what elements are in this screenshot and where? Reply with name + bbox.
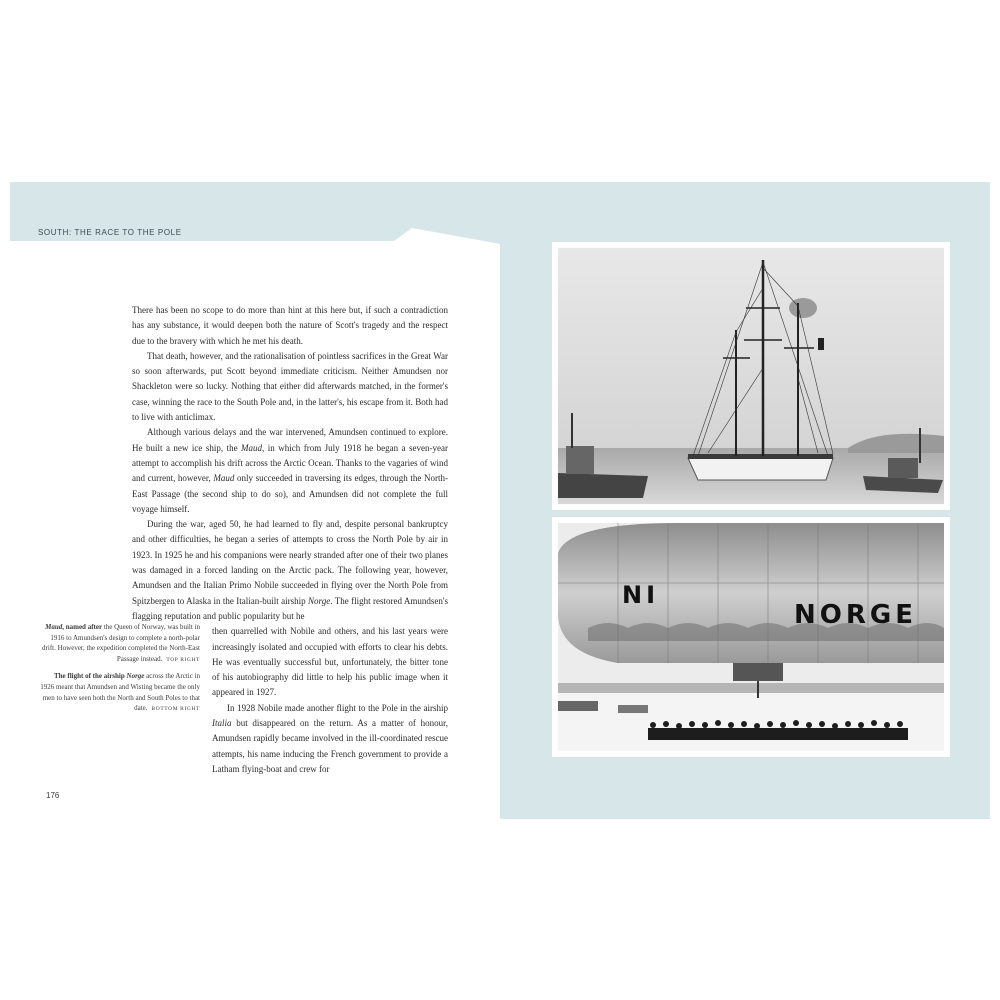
paragraph-1: There has been no scope to do more than hint at this here but, if such a contradiction has any substance, it would deepen both the nature of Scott's tragedy and the respect due to the bravery with which he met his death. [132, 305, 448, 346]
wrapped-column [212, 624, 448, 777]
paragraph-4: During the war, aged 50, he had learned to fly and, despite personal bankruptcy and other difficulties, he began a series of attempts to cross the North Pole by air in 1923. In 1925 he and his companions were nearly stranded after one of their two planes was damaged in a forced landing on the Arctic pack. The following year, however, Amundsen and the Italian Primo Nobile succeeded in flying over the North Pole from Spitzbergen to Alaska in the Italian-built airship Norge. The flight restored Amundsen's flagging reputation and public popularity but he [132, 519, 448, 621]
page-number: 176 [46, 791, 60, 800]
ship-photo-image [558, 248, 944, 504]
paragraph-2: That death, however, and the rationalisation of pointless sacrifices in the Great War so soon afterwards, put Scott beyond immediate criticism. Neither Amundsen nor Shackleton were so lucky. Nothing that either did afterwards matched, in the former's case, winning the race to the South Pole and, in the latter's, his escape from it. Both had to live with anticlimax. [132, 350, 448, 423]
paragraph-3: Although various delays and the war intervened, Amundsen continued to explore. He built a new ice ship, the Maud, in which from July 1918 he began a seven-year attempt to accomplish his drift across the Arctic Ocean. Thanks to the vagaries of wind and current, however, Maud only succeeded in traversing its edges, through the North-East Passage (the second ship to do so), and Amundsen did not complete the full voyage himself. [132, 427, 448, 514]
caption-maud: Maud, named after the Queen of Norway, was built in 1916 to Amundsen's design to complete a north-polar drift. However, the expedition completed the North-East Passage instead. TOP RIGHT [42, 623, 200, 663]
paragraph-4-continued: then quarrelled with Nobile and others, and his last years were increasingly isolated and occupied with efforts to clear his debts. He was eventually successful but, unfortunately, the bitter tone of his autobiography did little to help his public image when it appeared in 1927. [212, 626, 448, 698]
running-head: SOUTH: THE RACE TO THE POLE [38, 228, 182, 237]
photo-norge-airship [552, 517, 950, 757]
svg-text:NI: NI [622, 581, 660, 609]
caption-norge: The flight of the airship Norge across the Arctic in 1926 meant that Amundsen and Wisting became the only men to have seen both the North and South Poles to that date. BOTTOM RIGHT [40, 672, 200, 713]
airship-photo-image [558, 523, 944, 751]
paragraph-5: In 1928 Nobile made another flight to the Pole in the airship Italia but disappeared on the return. As a matter of honour, Amundsen rapidly became involved in the ill-coordinated rescue attempts, his name inducing the French government to provide a Latham flying-boat and crew for [212, 702, 448, 774]
captions [40, 622, 200, 721]
svg-text:NORGE: NORGE [794, 600, 917, 630]
photo-maud-ship [552, 242, 950, 510]
